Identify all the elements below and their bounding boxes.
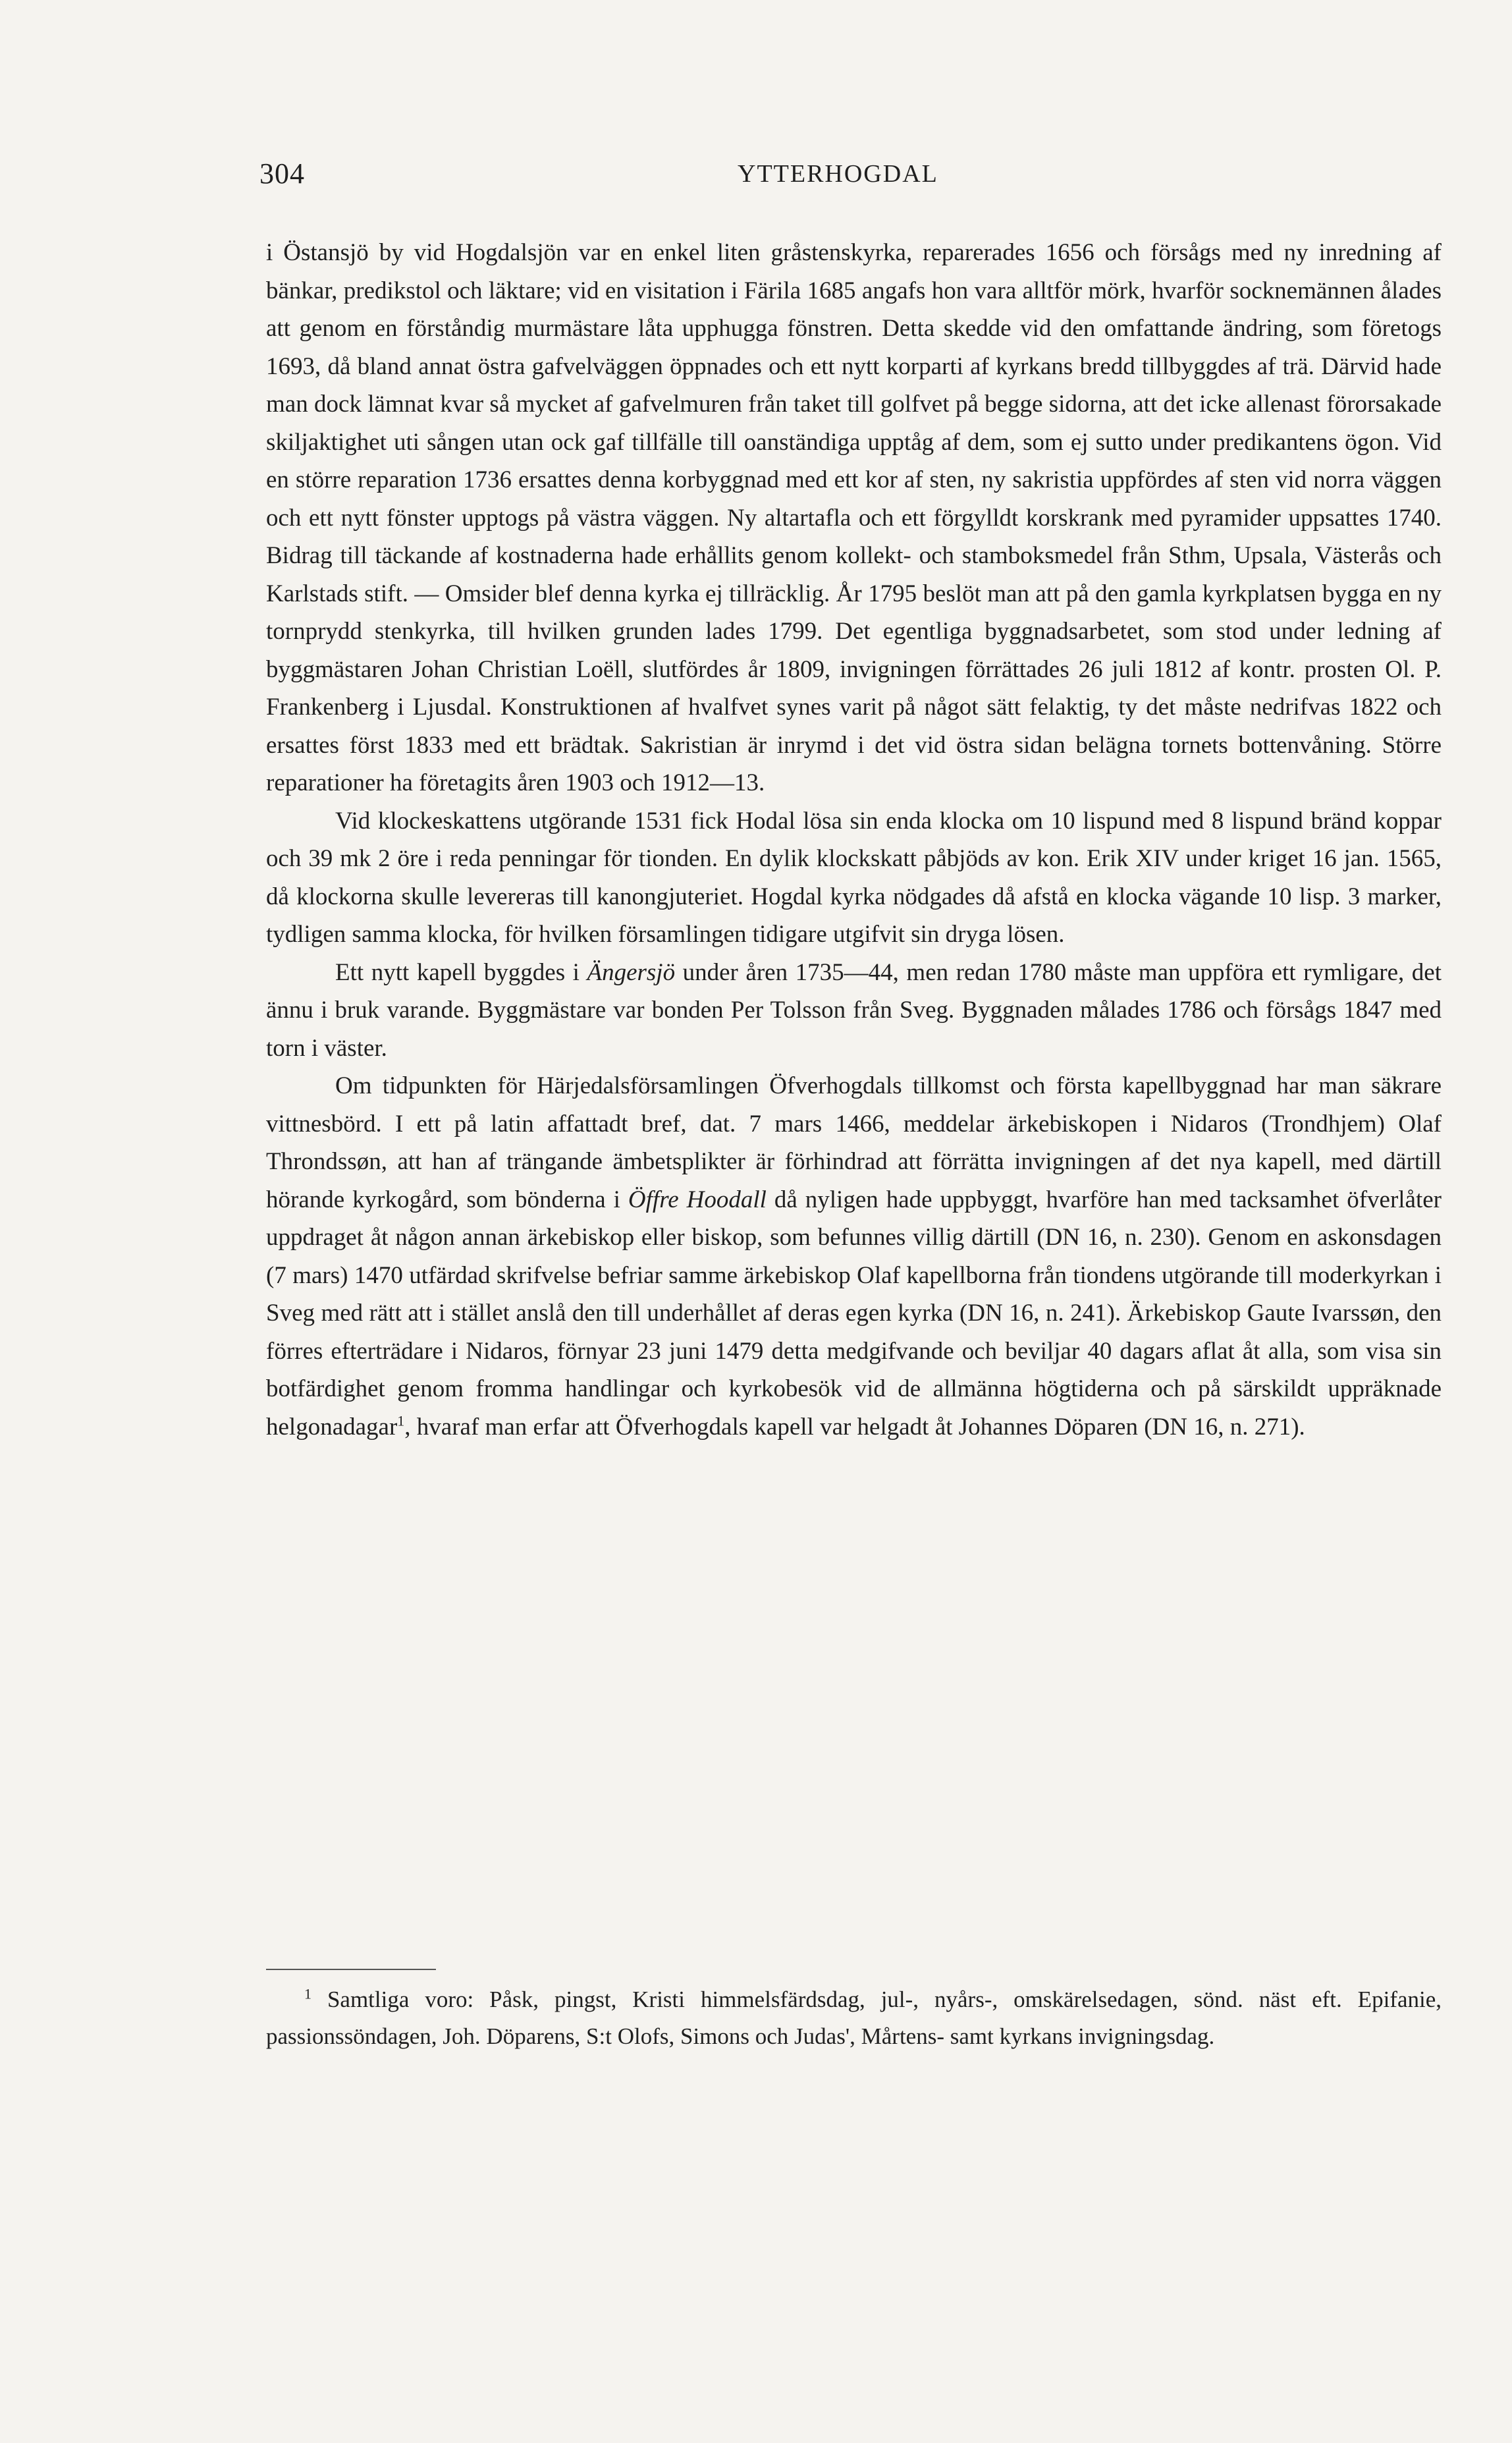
paragraph-4-text-c: , hvaraf man erfar att Öfverhogdals kapell var helgadt åt Johannes Döparen (DN 16, n. 271). (404, 1413, 1305, 1441)
paragraph-4-text-a: Om tidpunkten för Härjedalsförsamlingen Öfverhogdals tillkomst och första kapellbyggnad har man säkrare vittnesbörd. I ett på latin affattadt bref, dat. 7 mars 1466, meddelar ärkebiskopen i Nidaros (Trondhjem) Olaf Throndssøn, att han af trängande ämbetsplikter är förhindrad att förrätta invigningen af det nya kapell, med därtill hörande kyrkogård, som bönderna i (266, 1072, 1442, 1213)
footnote-1 (266, 1981, 1442, 2055)
running-title: YTTERHOGDAL (738, 160, 938, 188)
footnote-rule (266, 1969, 436, 1970)
paragraph-3-text-b: under åren 1735—44, men redan 1780 måste man uppföra ett rymligare, det ännu i bruk varande. Byggmästare var bonden Per Tolsson från Sveg. Byggnaden målades 1786 och försågs 1847 med torn i väster. (266, 958, 1442, 1062)
footnote-marker: 1 (304, 1985, 311, 2002)
place-name-offre-hoodall: Öffre Hoodall (628, 1186, 767, 1213)
paragraph-4-text-b: då nyligen hade uppbyggt, hvarföre han med tacksamhet öfverlåter uppdraget åt någon annan ärkebiskop eller biskop, som befunnes villig därtill (DN 16, n. 230). Genom en askonsdagen (7 mars) 1470 utfärdad skrifvelse befriar samme ärkebiskop Olaf kapellborna från tiondens utgörande till moderkyrkan i Sveg med rätt att i stället anslå den till underhållet af deras egen kyrka (DN 16, n. 241). Ärkebiskop Gaute Ivarssøn, den förres efterträdare i Nidaros, förnyar 23 juni 1479 detta medgifvande och beviljar 40 dagars aflat åt alla, som visa sin botfärdighet genom fromma handlingar och kyrkobesök vid de allmänna högtiderna och på särskildt uppräknade helgonadagar (266, 1186, 1442, 1441)
footnote-reference: 1 (397, 1412, 405, 1429)
paragraph-3 (266, 954, 1442, 1068)
paragraph-2: Vid klockeskattens utgörande 1531 fick Hodal lösa sin enda klocka om 10 lispund med 8 lispund bränd koppar och 39 mk 2 öre i reda penningar för tionden. En dylik klockskatt påbjöds av kon. Erik XIV under kriget 16 jan. 1565, då klockorna skulle levereras till kanongjuteriet. Hogdal kyrka nödgades då afstå en klocka vägande 10 lisp. 3 marker, tydligen samma klocka, för hvilken församlingen tidigare utgifvit sin dryga lösen. (266, 807, 1442, 948)
paragraph-3-text-a: Ett nytt kapell byggdes i (335, 958, 587, 986)
footnote-text: Samtliga voro: Påsk, pingst, Kristi himmelsfärdsdag, jul-, nyårs-, omskärelsedagen, sönd. näst eft. Epifanie, passionssöndagen, Joh. Döparens, S:t Olofs, Simons och Judas', Mårtens- samt kyrkans invigningsdag. (266, 1987, 1442, 2049)
running-head (259, 157, 1445, 196)
footnotes (266, 1981, 1442, 2055)
place-name-angersjo: Ängersjö (587, 958, 676, 986)
paragraph-1: i Östansjö by vid Hogdalsjön var en enkel liten gråstenskyrka, reparerades 1656 och försågs med ny inredning af bänkar, predikstol och läktare; vid en visitation i Färila 1685 angafs hon vara alltför mörk, hvarför socknemännen ålades att genom en förståndig murmästare låta upphugga fönstren. Detta skedde vid den omfattande ändring, som företogs 1693, då bland annat östra gafvelväggen öppnades och ett nytt korparti af kyrkans bredd tillbyggdes af trä. Därvid hade man dock lämnat kvar så mycket af gafvelmuren från taket till golfvet på begge sidorna, att det icke allenast förorsakade skiljaktighet uti sången utan ock gaf tillfälle till oanständiga upptåg af dem, som ej sutto under predikantens ögon. Vid en större reparation 1736 ersattes denna korbyggnad med ett kor af sten, ny sakristia uppfördes af sten vid norra väggen och ett nytt fönster upptogs på västra väggen. Ny altartafla och ett förgylldt korskrank med pyramider uppsattes 1740. Bidrag till täckande af kostnaderna hade erhållits genom kollekt- och stamboksmedel från Sthm, Upsala, Västerås och Karlstads stift. — Omsider blef denna kyrka ej tillräcklig. År 1795 beslöt man att på den gamla kyrkplatsen bygga en ny tornprydd stenkyrka, till hvilken grunden lades 1799. Det egentliga byggnadsarbetet, som stod under ledning af byggmästaren Johan Christian Loëll, slutfördes år 1809, invigningen förrättades 26 juli 1812 af kontr. prosten Ol. P. Frankenberg i Ljusdal. Konstruktionen af hvalfvet synes varit på något sätt felaktig, ty det måste nedrifvas 1822 och ersattes först 1833 med ett brädtak. Sakristian är inrymd i det vid östra sidan belägna tornets bottenvåning. Större reparationer ha företagits åren 1903 och 1912—13. (266, 239, 1442, 796)
page-number: 304 (259, 157, 305, 190)
body-text (266, 234, 1442, 1446)
paragraph-4 (266, 1067, 1442, 1446)
